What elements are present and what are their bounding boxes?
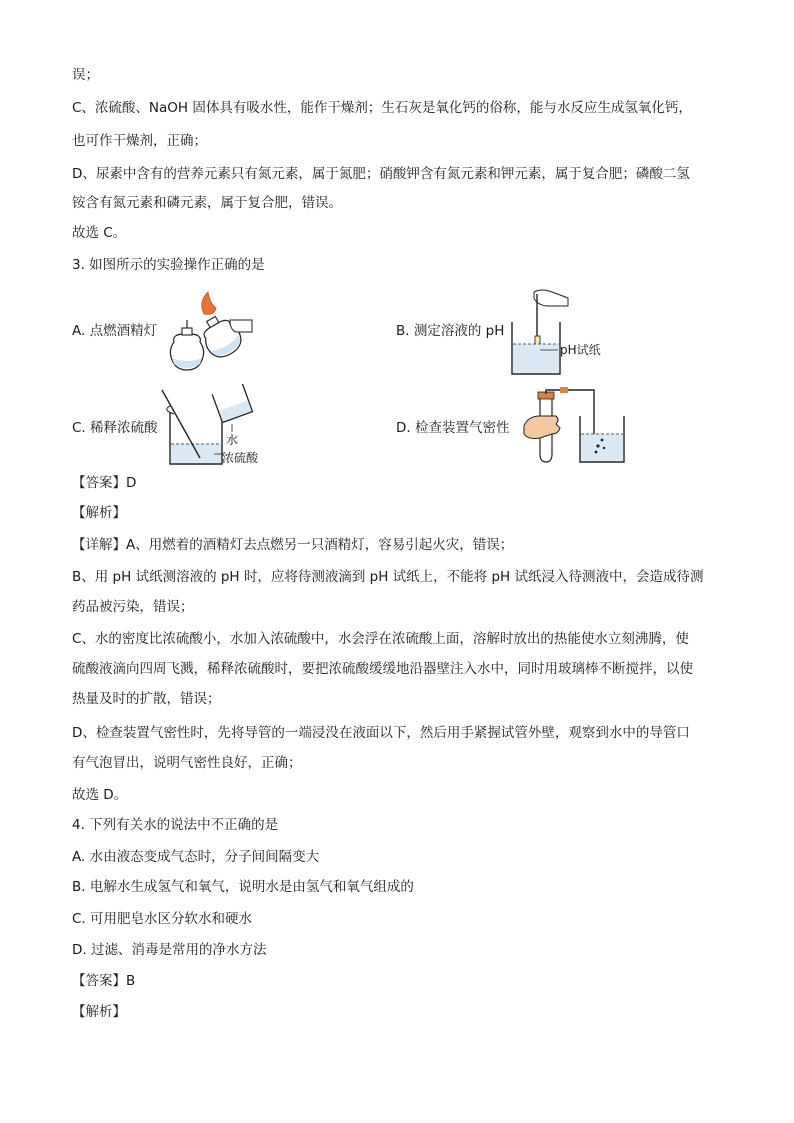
text-line: 铵含有氮元素和磷元素，属于复合肥，错误。 (72, 195, 342, 211)
text-line: D、检查装置气密性时，先将导管的一端浸没在液面以下，然后用手紧握试管外壁，观察到水中的导管口 (72, 725, 690, 741)
option-c-label: C. 稀释浓硫酸 (72, 420, 158, 436)
airtightness-figure (520, 386, 630, 466)
text-line: D、尿素中含有的营养元素只有氮元素，属于氮肥；硝酸钾含有氮元素和钾元素，属于复合肥；磷酸二氢 (72, 166, 690, 182)
text-line: 误； (72, 67, 99, 83)
text-line: 硫酸液滴向四周飞溅，稀释浓硫酸时，要把浓硫酸缓缓地沿器壁注入水中，同时用玻璃棒不断搅拌，以使 (72, 661, 693, 677)
text-line: 药品被污染，错误； (72, 599, 194, 615)
question-4-stem: 4. 下列有关水的说法中不正确的是 (72, 817, 279, 833)
text-line: C、水的密度比浓硫酸小，水加入浓硫酸中，水会浮在浓硫酸上面，溶解时放出的热能使水立刻沸腾，使 (72, 631, 689, 647)
q4-answer: 【答案】B (72, 973, 136, 989)
text-line: 也可作干燥剂，正确； (72, 133, 207, 149)
text-line: 故选 C。 (72, 225, 127, 241)
text-line: B、用 pH 试纸测溶液的 pH 时，应将待测液滴到 pH 试纸上，不能将 pH 试纸浸入待测液中，会造成待测 (72, 569, 704, 585)
q4-option-a: A. 水由液态变成气态时，分子间间隔变大 (72, 849, 320, 865)
water-label: 水 (226, 433, 239, 447)
conc-acid-label: 浓硫酸 (222, 451, 259, 465)
q4-option-d: D. 过滤、消毒是常用的净水方法 (72, 942, 267, 958)
ph-paper-label: pH试纸 (560, 343, 601, 357)
text-line: 有气泡冒出，说明气密性良好，正确； (72, 755, 302, 771)
question-3-stem: 3. 如图所示的实验操作正确的是 (72, 257, 265, 273)
dilute-acid-figure (160, 384, 275, 469)
ph-test-figure (506, 286, 616, 381)
option-a-label: A. 点燃酒精灯 (72, 323, 158, 339)
q4-option-b: B. 电解水生成氢气和氧气，说明水是由氢气和氧气组成的 (72, 879, 414, 895)
option-d-label: D. 检查装置气密性 (396, 420, 510, 436)
q4-analysis-heading: 【解析】 (72, 1004, 126, 1020)
option-b-label: B. 测定溶液的 pH (396, 323, 505, 339)
q3-analysis-heading: 【解析】 (72, 505, 126, 521)
q4-option-c: C. 可用肥皂水区分软水和硬水 (72, 911, 253, 927)
text-line: 故选 D。 (72, 787, 128, 803)
text-line: C、浓硫酸、NaOH 固体具有吸水性，能作干燥剂；生石灰是氧化钙的俗称，能与水反应生成氢氧化钙， (72, 100, 692, 116)
alcohol-lamp-figure (160, 290, 255, 375)
text-line: 热量及时的扩散，错误； (72, 691, 221, 707)
text-line: 【详解】A、用燃着的酒精灯去点燃另一只酒精灯，容易引起火灾，错误； (72, 537, 514, 553)
q3-answer: 【答案】D (72, 475, 137, 491)
